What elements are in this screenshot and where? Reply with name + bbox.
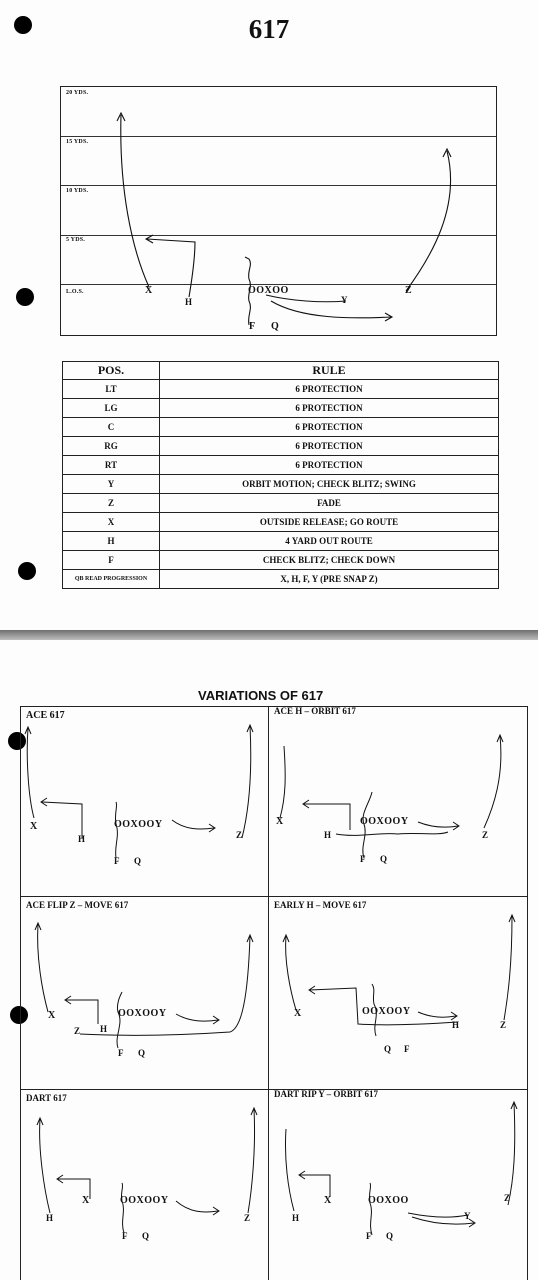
play-diagram	[60, 86, 497, 336]
table-row	[63, 399, 499, 418]
table-row	[63, 494, 499, 513]
variations-page	[0, 640, 538, 1280]
row-rule: 4 YARD OUT ROUTE	[160, 532, 499, 551]
player-x: X	[294, 1008, 302, 1019]
variation-early-h-move-617	[268, 896, 528, 1089]
player-f: F	[404, 1044, 410, 1054]
offensive-line: OOXOOY	[118, 1008, 167, 1019]
page-divider	[0, 630, 538, 640]
player-f: F	[122, 1231, 128, 1241]
table-row	[63, 570, 499, 589]
table-row	[63, 532, 499, 551]
rules-table-header	[63, 362, 499, 380]
variation-label: DART RIP Y – ORBIT 617	[274, 1089, 378, 1099]
row-pos: RG	[63, 437, 160, 456]
player-q: Q	[380, 854, 388, 864]
row-pos: LG	[63, 399, 160, 418]
player-x: X	[30, 821, 38, 832]
player-f: F	[366, 1231, 372, 1241]
player-z: Z	[482, 830, 489, 840]
row-pos: Y	[63, 475, 160, 494]
player-f: F	[360, 854, 366, 864]
row-pos: C	[63, 418, 160, 437]
table-row	[63, 551, 499, 570]
row-rule: ORBIT MOTION; CHECK BLITZ; SWING	[160, 475, 499, 494]
header-rule: RULE	[160, 362, 499, 380]
table-row	[63, 475, 499, 494]
row-rule: X, H, F, Y (PRE SNAP Z)	[160, 570, 499, 589]
row-rule: CHECK BLITZ; CHECK DOWN	[160, 551, 499, 570]
player-z: Z	[244, 1213, 251, 1223]
route-lines	[61, 87, 498, 337]
player-x: X	[276, 816, 284, 827]
table-row	[63, 380, 499, 399]
row-rule: 6 PROTECTION	[160, 437, 499, 456]
player-q: Q	[384, 1044, 392, 1054]
row-rule: FADE	[160, 494, 499, 513]
table-row	[63, 418, 499, 437]
variation-routes	[20, 1089, 268, 1280]
player-q: Q	[134, 856, 142, 866]
row-pos: F	[63, 551, 160, 570]
offensive-line: OOXOO	[368, 1195, 409, 1206]
row-pos: Z	[63, 494, 160, 513]
row-pos: LT	[63, 380, 160, 399]
header-pos: POS.	[63, 362, 160, 380]
row-rule: 6 PROTECTION	[160, 380, 499, 399]
row-pos: QB READ PROGRESSION	[63, 570, 160, 589]
player-h: H	[292, 1213, 300, 1223]
variation-ace-h-orbit-617	[268, 706, 528, 896]
row-rule: 6 PROTECTION	[160, 456, 499, 475]
player-z: Z	[236, 830, 243, 840]
player-y: Y	[464, 1211, 471, 1221]
yard-label-los: L.O.S.	[66, 289, 84, 295]
player-f: F	[249, 321, 256, 332]
offensive-line: OOXOO	[248, 285, 289, 296]
player-q: Q	[271, 321, 280, 332]
variation-routes	[268, 1089, 528, 1280]
player-h: H	[100, 1024, 108, 1034]
player-h: H	[185, 297, 193, 307]
player-z: Z	[405, 285, 413, 296]
yard-label-15: 15 YDS.	[66, 139, 89, 145]
player-h: H	[46, 1213, 54, 1223]
variation-ace-flip-z-move-617	[20, 896, 268, 1089]
player-x: X	[145, 285, 153, 296]
variations-title: VARIATIONS OF 617	[198, 688, 324, 703]
binder-hole-bottom	[18, 562, 36, 580]
playbook-page-617	[0, 0, 538, 632]
rules-table	[62, 361, 499, 589]
player-h: H	[78, 834, 86, 844]
player-x: X	[82, 1195, 90, 1206]
variation-dart-617	[20, 1089, 268, 1280]
player-q: Q	[138, 1048, 146, 1058]
variation-routes	[268, 896, 528, 1089]
variation-dart-rip-y-orbit-617	[268, 1089, 528, 1280]
player-z: Z	[500, 1020, 507, 1030]
variation-label: ACE FLIP Z – MOVE 617	[26, 900, 129, 910]
player-h: H	[452, 1020, 460, 1030]
row-pos: H	[63, 532, 160, 551]
yard-label-10: 10 YDS.	[66, 188, 89, 194]
variation-routes	[268, 706, 528, 896]
player-y: Y	[341, 295, 348, 305]
player-q: Q	[386, 1231, 394, 1241]
binder-hole-middle	[16, 288, 34, 306]
player-q: Q	[142, 1231, 150, 1241]
yard-label-5: 5 YDS.	[66, 237, 85, 243]
row-pos: X	[63, 513, 160, 532]
table-row	[63, 456, 499, 475]
yard-label-20: 20 YDS.	[66, 90, 89, 96]
table-row	[63, 437, 499, 456]
player-h: H	[324, 830, 332, 840]
variation-ace-617	[20, 706, 268, 896]
row-pos: RT	[63, 456, 160, 475]
offensive-line: OOXOOY	[362, 1006, 411, 1017]
player-f: F	[114, 856, 120, 866]
variation-routes	[20, 706, 268, 896]
player-x: X	[324, 1195, 332, 1206]
player-z: Z	[504, 1193, 511, 1203]
offensive-line: OOXOOY	[114, 819, 163, 830]
offensive-line: OOXOOY	[360, 816, 409, 827]
row-rule: 6 PROTECTION	[160, 399, 499, 418]
player-f: F	[118, 1048, 124, 1058]
row-rule: OUTSIDE RELEASE; GO ROUTE	[160, 513, 499, 532]
offensive-line: OOXOOY	[120, 1195, 169, 1206]
variation-label: ACE 617	[26, 710, 65, 721]
row-rule: 6 PROTECTION	[160, 418, 499, 437]
player-z: Z	[74, 1026, 81, 1036]
variation-label: EARLY H – MOVE 617	[274, 900, 367, 910]
table-row	[63, 513, 499, 532]
player-x: X	[48, 1010, 56, 1021]
variation-label: DART 617	[26, 1093, 67, 1103]
play-title: 617	[248, 14, 290, 44]
variation-routes	[20, 896, 268, 1089]
variation-label: ACE H – ORBIT 617	[274, 706, 356, 716]
